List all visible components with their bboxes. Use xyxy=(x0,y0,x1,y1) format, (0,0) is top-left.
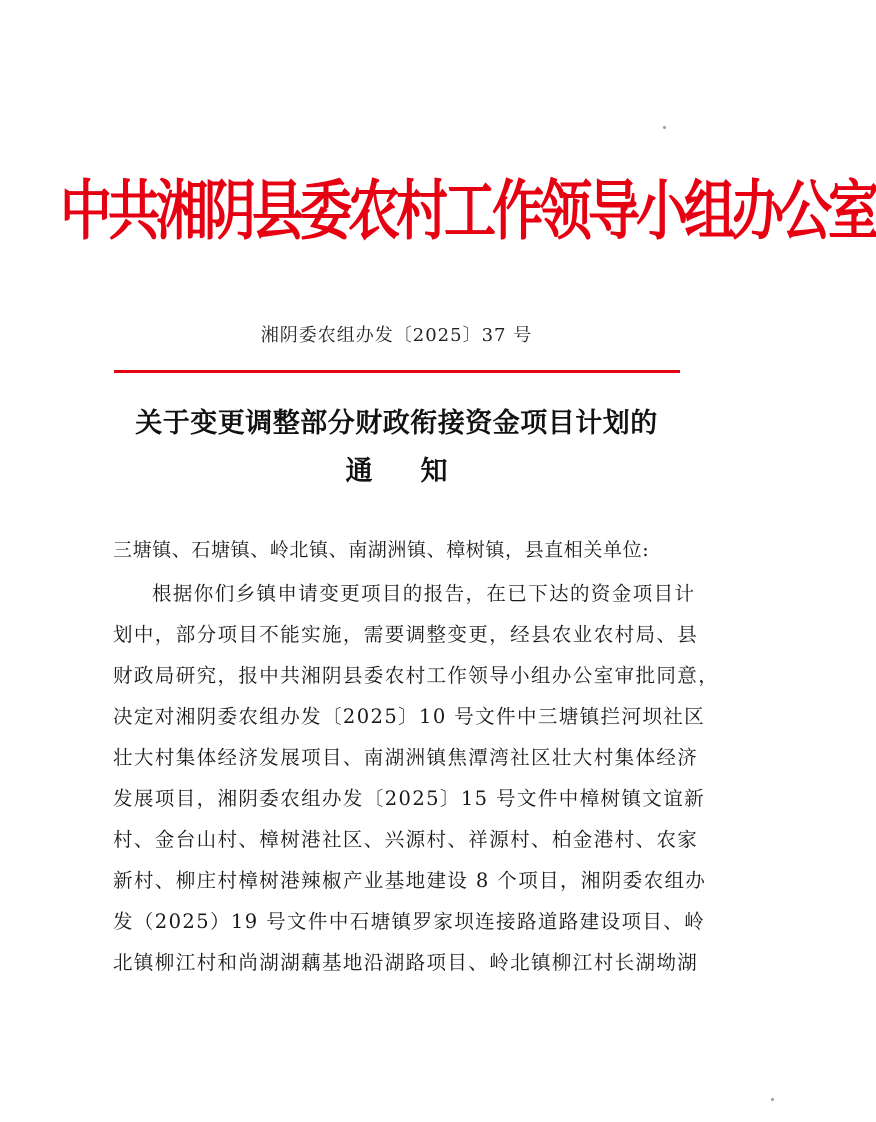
body-line: 村、金台山村、樟树港社区、兴源村、祥源村、柏金港村、农家 xyxy=(113,828,699,851)
body-line: 根据你们乡镇申请变更项目的报告，在已下达的资金项目计 xyxy=(152,582,696,605)
body-line: 发（2025）19 号文件中石塘镇罗家坝连接路道路建设项目、岭 xyxy=(113,910,706,933)
scan-speck xyxy=(663,126,666,129)
body-line: 决定对湘阴委农组办发〔2025〕10 号文件中三塘镇拦河坝社区 xyxy=(113,705,706,728)
document-title-line-1: 关于变更调整部分财政衔接资金项目计划的 xyxy=(135,408,658,439)
scan-speck xyxy=(771,1098,774,1101)
body-line: 北镇柳江村和尚湖湖藕基地沿湖路项目、岭北镇柳江村长湖坳湖 xyxy=(113,951,699,974)
body-line: 划中，部分项目不能实施，需要调整变更，经县农业农村局、县 xyxy=(113,623,699,646)
body-line: 新村、柳庄村樟树港辣椒产业基地建设 8 个项目，湘阴委农组办 xyxy=(113,869,707,892)
document-title xyxy=(0,400,793,496)
body-line: 财政局研究，报中共湘阴县委农村工作领导小组办公室审批同意， xyxy=(113,664,720,687)
red-divider-line xyxy=(114,370,680,373)
document-title-line-2: 通知 xyxy=(345,456,496,487)
addressee-line: 三塘镇、石塘镇、岭北镇、南湖洲镇、樟树镇，县直相关单位: xyxy=(113,539,650,561)
document-number: 湘阴委农组办发〔2025〕37 号 xyxy=(260,325,533,346)
body-line: 发展项目，湘阴委农组办发〔2025〕15 号文件中樟树镇文谊新 xyxy=(113,787,706,810)
body-line: 壮大村集体经济发展项目、南湖洲镇焦潭湾社区壮大村集体经济 xyxy=(113,746,699,769)
issuing-office-title: 中共湘阴县委农村工作领导小组办公室 xyxy=(60,173,876,250)
body-paragraph xyxy=(113,573,720,983)
